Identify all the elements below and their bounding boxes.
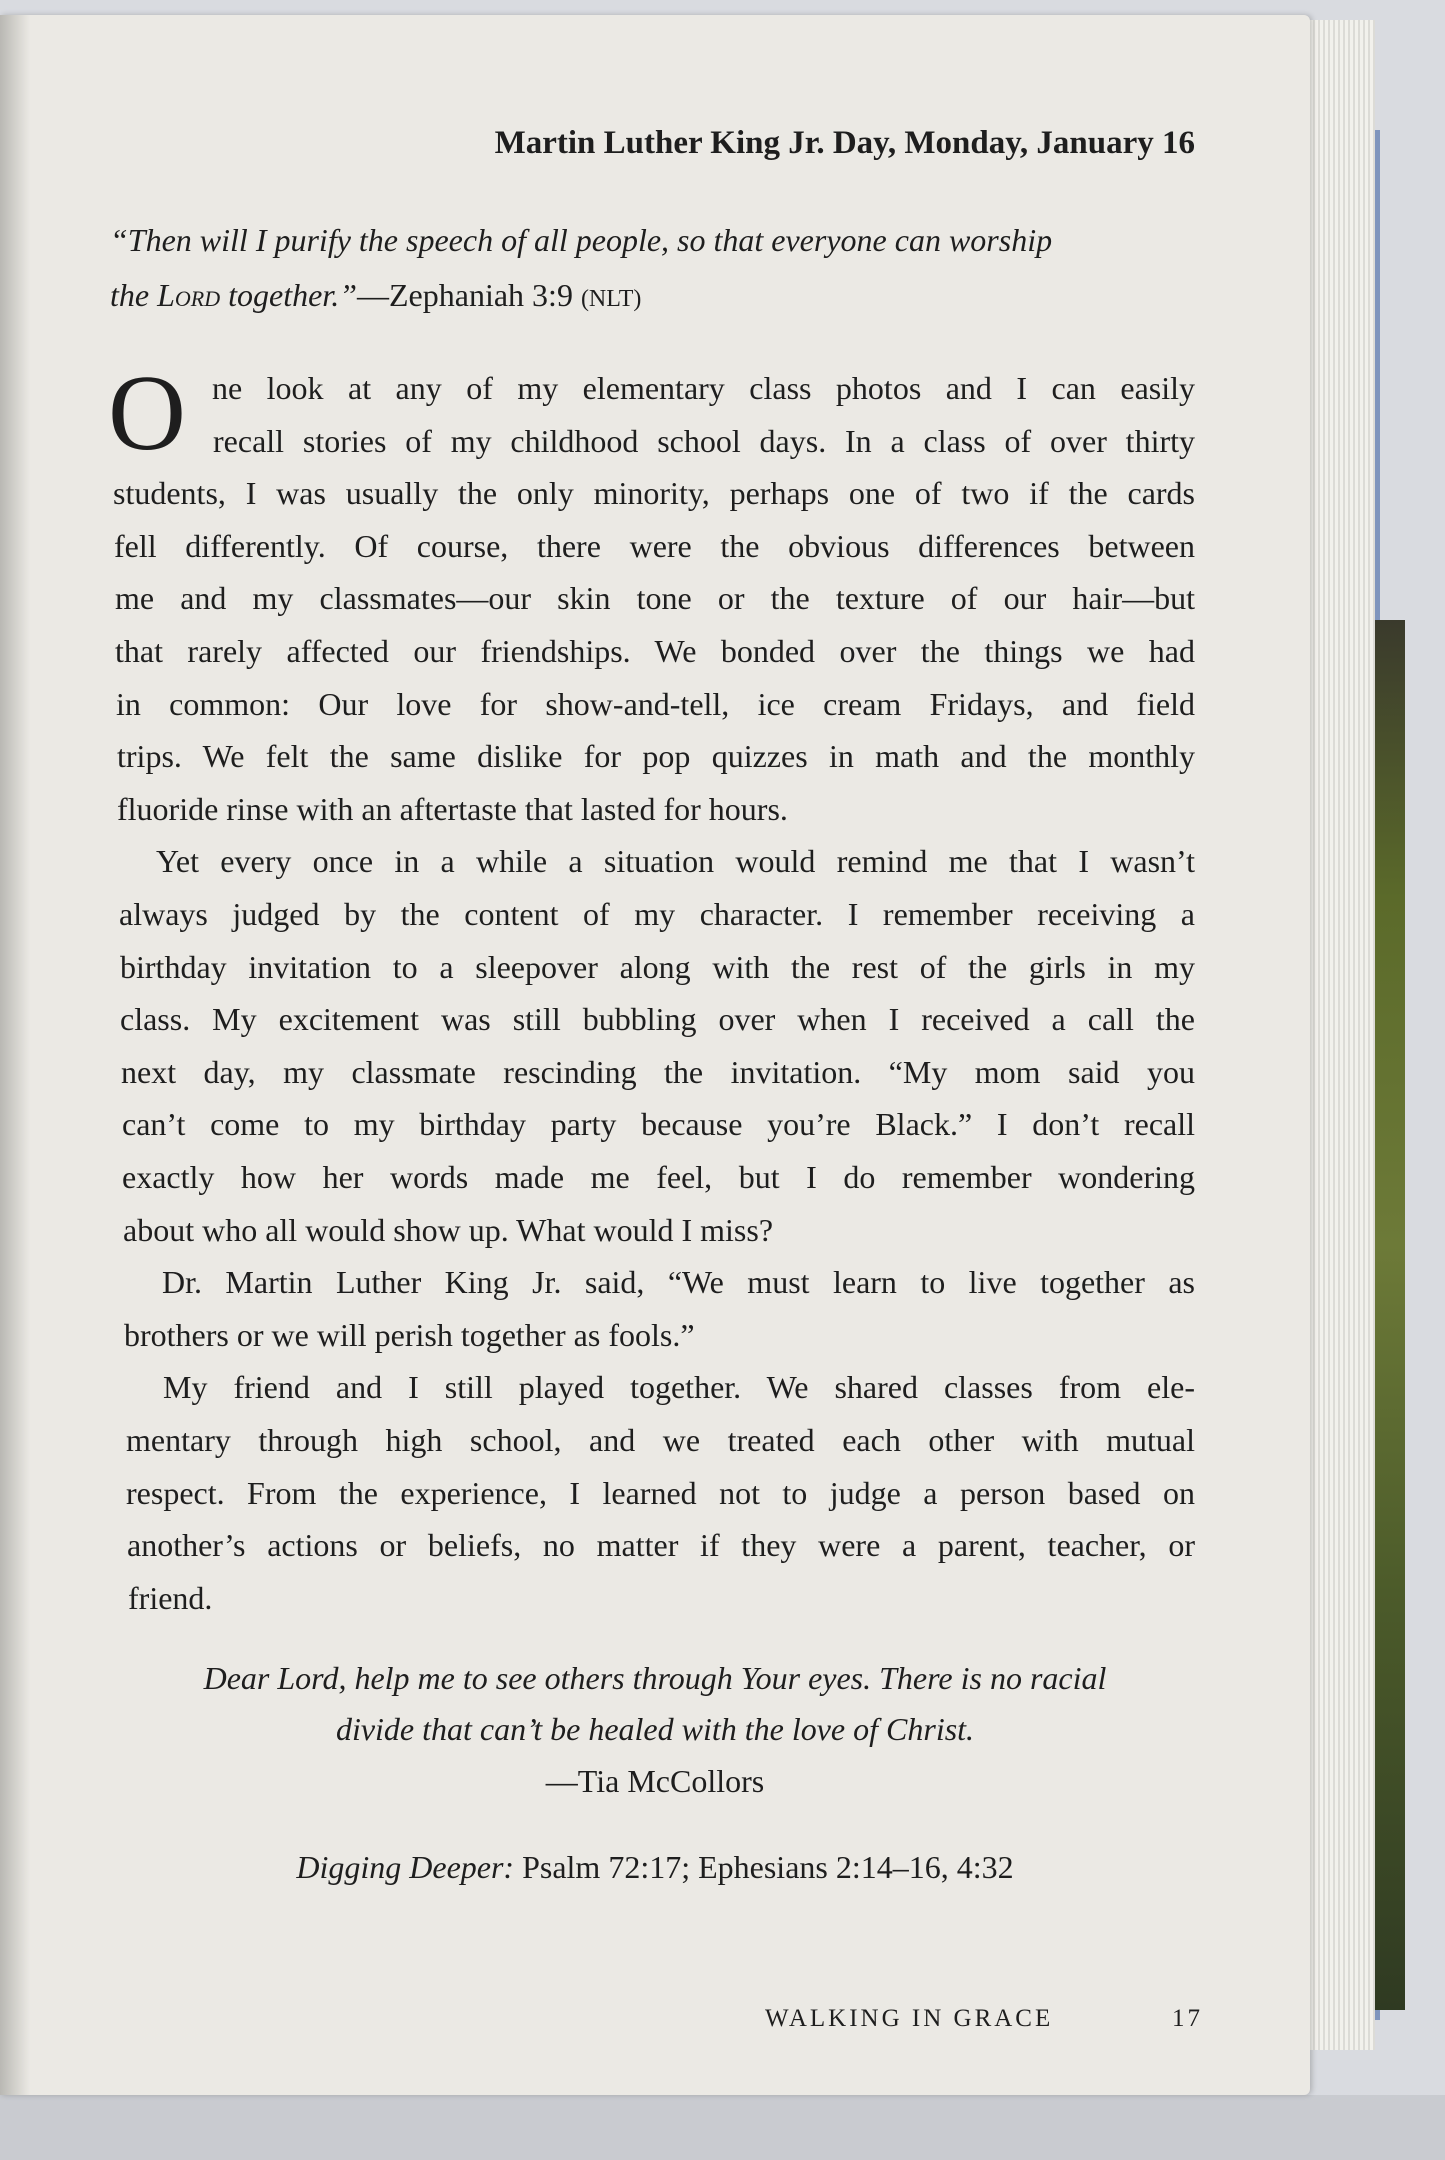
epigraph-lord: Lord (157, 277, 221, 313)
epigraph-line-2 (110, 277, 641, 314)
page-number: 17 (1172, 2005, 1203, 2032)
body-line: ne look at any of my elementary class photos and I can easily (212, 370, 1195, 406)
body-line: exactly how her words made me feel, but I do remember wondering (122, 1159, 1195, 1195)
body-line: My friend and I still played together. We shared classes from ele- (163, 1369, 1195, 1405)
prayer-author: —Tia McCollors (545, 1763, 765, 1799)
body-line: friend. (128, 1580, 213, 1616)
body-line: can’t come to my birthday party because you’re Black.” I don’t recall (122, 1106, 1195, 1142)
body-line: fluoride rinse with an aftertaste that lasted for hours. (117, 791, 788, 827)
body-line: Yet every once in a while a situation would remind me that I wasn’t (156, 843, 1195, 879)
epigraph-text-end: together.” (220, 277, 357, 313)
epigraph-version: (NLT) (580, 286, 642, 312)
body-line: recall stories of my childhood school days. In a class of over thirty (213, 423, 1195, 459)
body-line: trips. We felt the same dislike for pop quizzes in math and the monthly (117, 738, 1195, 774)
prayer-line-1: Dear Lord, help me to see others through Your eyes. There is no racial (203, 1660, 1107, 1696)
drop-cap: O (108, 354, 186, 473)
body-line: mentary through high school, and we treated each other with mutual (126, 1422, 1195, 1458)
body-line: birthday invitation to a sleepover along with the rest of the girls in my (120, 949, 1195, 985)
body-line: brothers or we will perish together as fools.” (124, 1317, 695, 1353)
epigraph-line-1: “Then will I purify the speech of all people, so that everyone can worship (110, 222, 1053, 258)
body-line: Dr. Martin Luther King Jr. said, “We must learn to live together as (162, 1264, 1195, 1300)
footer-book-title: WALKING IN GRACE (765, 2005, 1054, 2032)
body-line: next day, my classmate rescinding the invitation. “My mom said you (121, 1054, 1195, 1090)
body-line: about who all would show up. What would I miss? (123, 1212, 774, 1248)
body-line: students, I was usually the only minority, perhaps one of two if the cards (113, 475, 1195, 511)
body-line: that rarely affected our friendships. We bonded over the things we had (115, 633, 1195, 669)
epigraph-text: the (110, 277, 158, 313)
body-line: always judged by the content of my character. I remember receiving a (119, 896, 1195, 932)
body-line: in common: Our love for show-and-tell, ice cream Fridays, and field (116, 686, 1195, 722)
digging-deeper-refs: Psalm 72:17; Ephesians 2:14–16, 4:32 (514, 1849, 1014, 1885)
prayer-line-2: divide that can’t be healed with the love of Christ. (335, 1711, 975, 1747)
body-line: fell differently. Of course, there were the obvious differences between (114, 528, 1195, 564)
digging-deeper (110, 1849, 1200, 1886)
body-line: me and my classmates—our skin tone or the texture of our hair—but (115, 580, 1195, 616)
page-header: Martin Luther King Jr. Day, Monday, January 16 (494, 125, 1195, 161)
body-line: class. My excitement was still bubbling over when I received a call the (120, 1001, 1195, 1037)
background-surface (0, 2095, 1445, 2160)
page-gutter (0, 15, 30, 2095)
epigraph-reference: —Zephaniah 3:9 (357, 277, 581, 313)
digging-deeper-label: Digging Deeper: (296, 1849, 515, 1885)
body-line: another’s actions or beliefs, no matter if they were a parent, teacher, or (127, 1527, 1195, 1563)
body-line: respect. From the experience, I learned not to judge a person based on (126, 1475, 1195, 1511)
